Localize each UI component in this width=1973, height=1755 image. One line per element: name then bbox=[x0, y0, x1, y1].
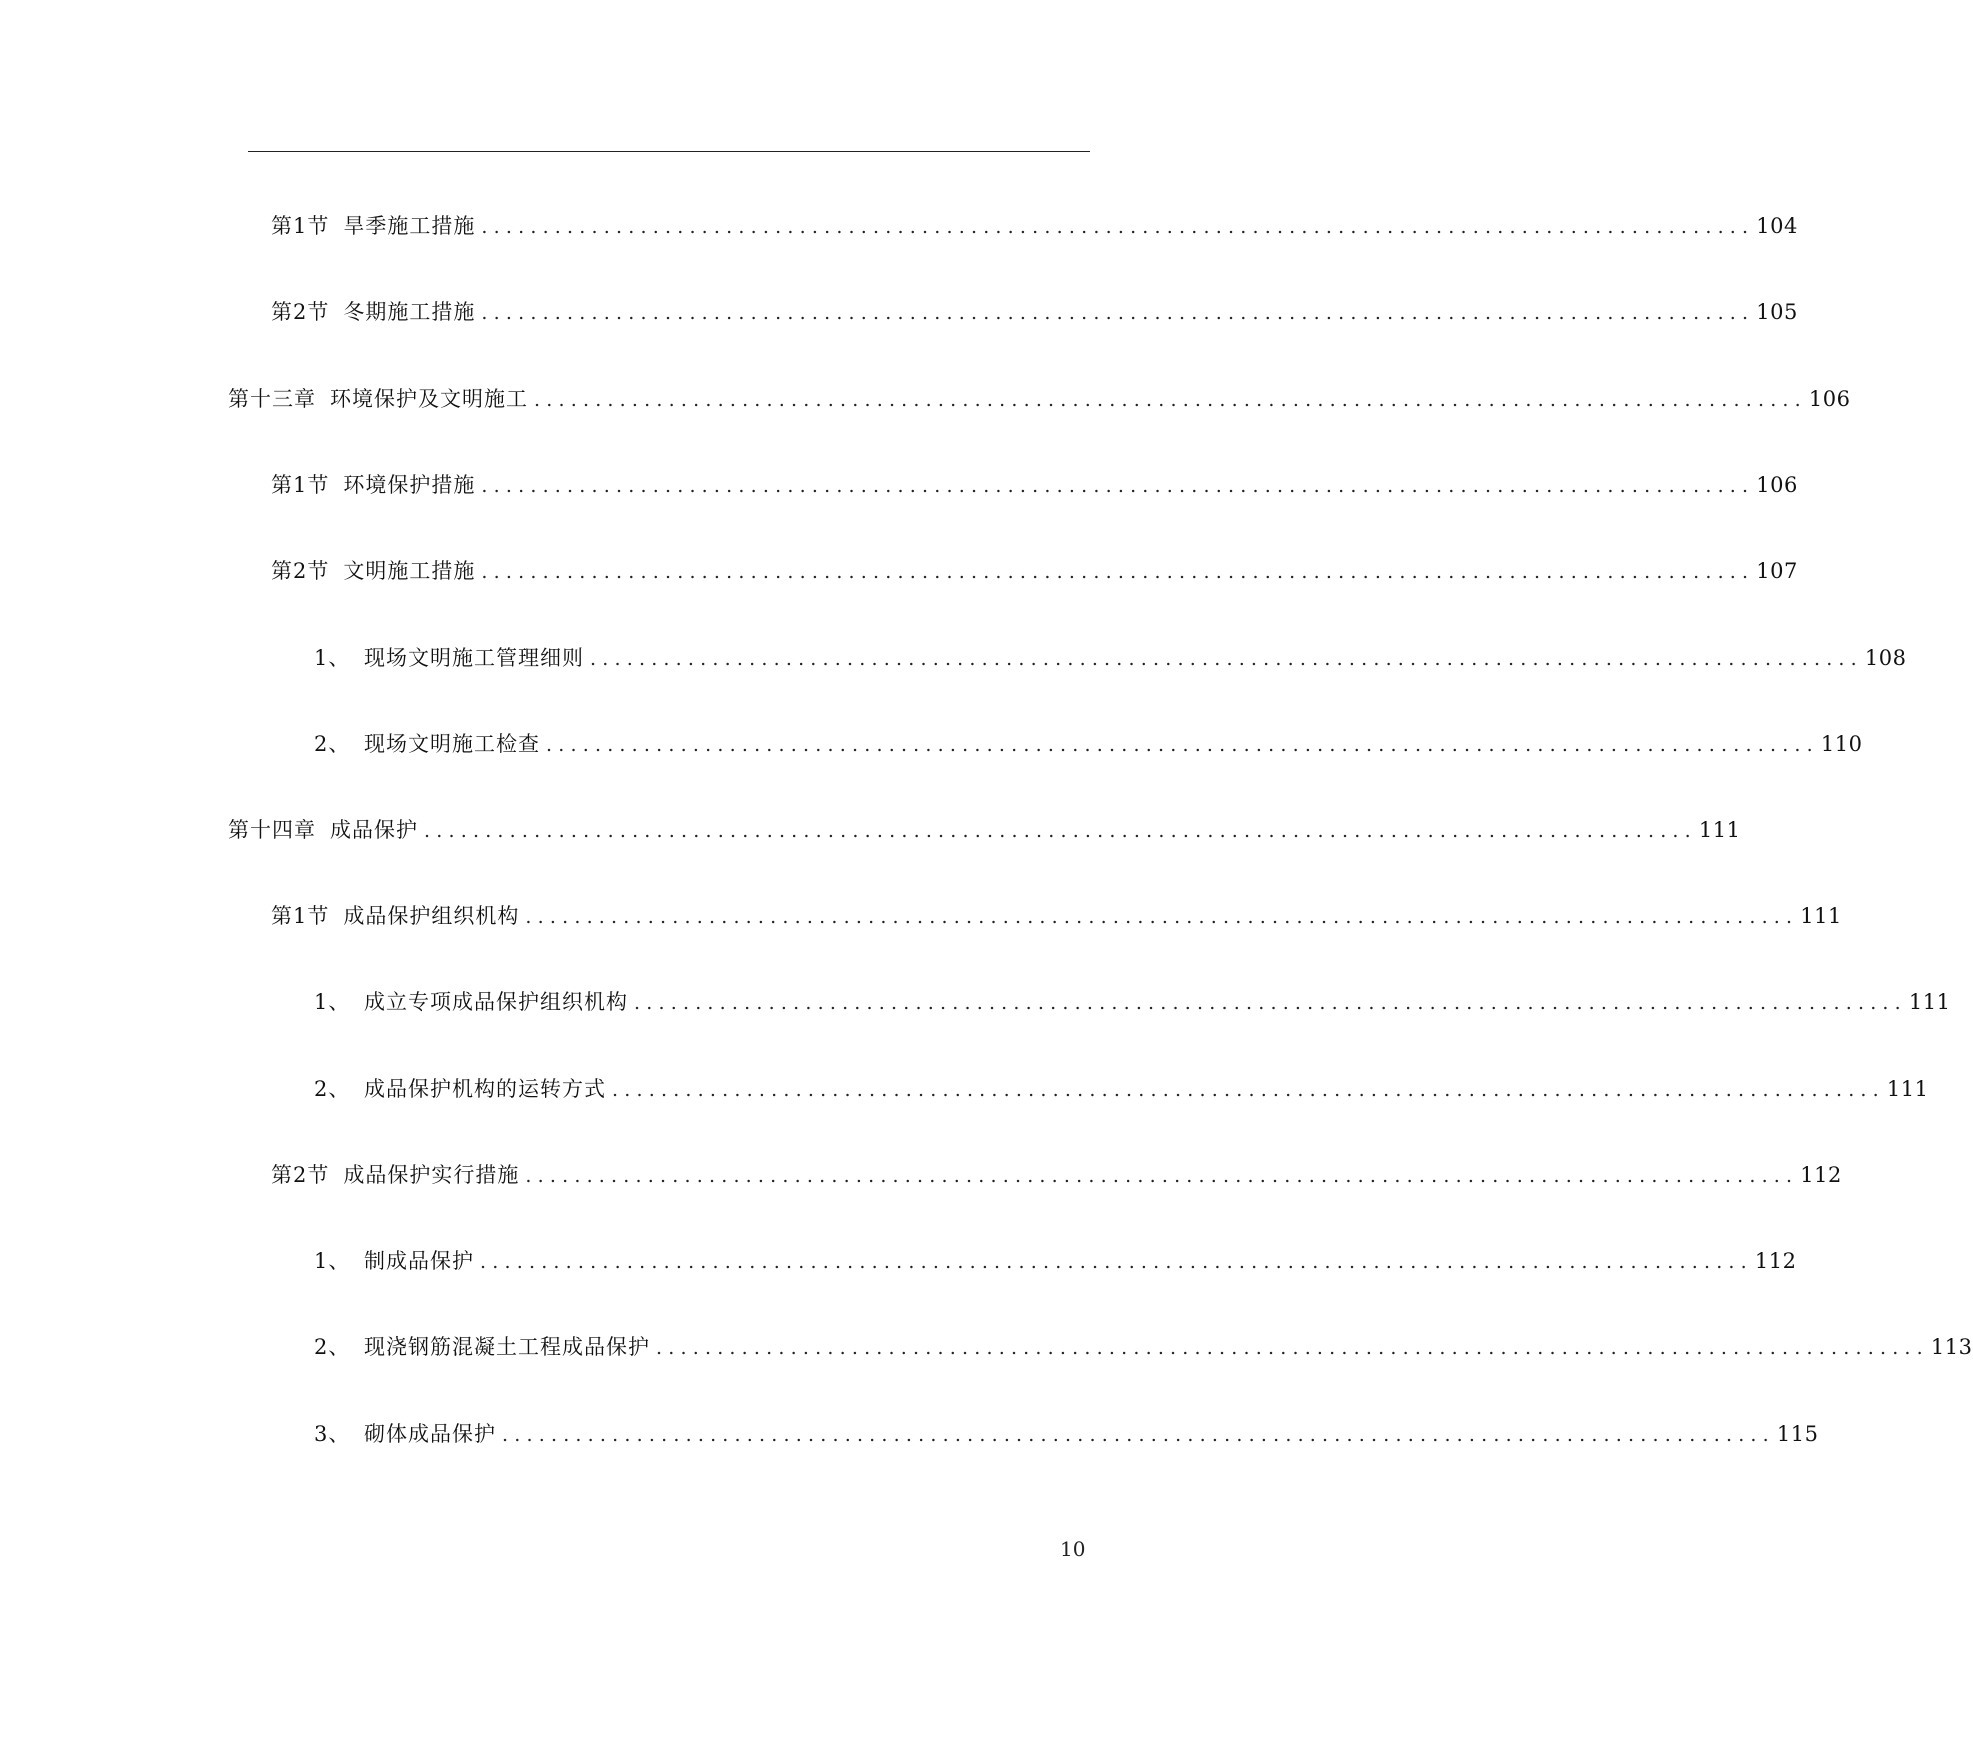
toc-entry-title: 冬期施工措施 bbox=[343, 300, 476, 324]
toc-entry-title: 现场文明施工检查 bbox=[364, 732, 540, 756]
toc-entry-page: 111 bbox=[1698, 818, 1741, 842]
toc-entry-number: 第2节 bbox=[271, 300, 330, 324]
toc-entry-page: 112 bbox=[1754, 1249, 1797, 1273]
toc-entry-page: 110 bbox=[1820, 732, 1863, 756]
toc-entry-number: 1、 bbox=[314, 646, 351, 670]
toc-entry-number: 第1节 bbox=[271, 214, 330, 238]
toc-entry-title: 现场文明施工管理细则 bbox=[364, 646, 584, 670]
toc-entry-number: 3、 bbox=[314, 1422, 351, 1446]
toc-entry-number: 1、 bbox=[314, 1249, 351, 1273]
toc-entry[interactable] bbox=[271, 1160, 1842, 1190]
toc-entry-title: 制成品保护 bbox=[364, 1249, 474, 1273]
toc-entry-number: 2、 bbox=[314, 1335, 351, 1359]
toc-leader-dots: ........................................................................................................ bbox=[424, 820, 1697, 842]
toc-leader-dots: ........................................................................................................ bbox=[481, 475, 1755, 497]
toc-leader-dots: ........................................................................................................ bbox=[481, 302, 1755, 324]
toc-entry-number: 1、 bbox=[314, 990, 351, 1014]
toc-entry-page: 115 bbox=[1776, 1422, 1819, 1446]
toc-leader-dots: ........................................................................................................ bbox=[502, 1424, 1775, 1446]
toc-entry[interactable] bbox=[271, 556, 1798, 586]
toc-entry-page: 105 bbox=[1756, 300, 1798, 324]
toc-entry-number: 第2节 bbox=[271, 1163, 330, 1187]
toc-leader-dots: ........................................................................................................ bbox=[656, 1337, 1929, 1359]
toc-entry-number: 2、 bbox=[314, 732, 351, 756]
toc-entry-page: 104 bbox=[1756, 214, 1798, 238]
toc-entry[interactable] bbox=[228, 815, 1741, 845]
toc-entry[interactable] bbox=[314, 643, 1907, 673]
toc-entry-title: 成品保护机构的运转方式 bbox=[364, 1077, 606, 1101]
toc-entry-title: 文明施工措施 bbox=[343, 559, 476, 583]
toc-entry-page: 111 bbox=[1886, 1077, 1929, 1101]
toc-leader-dots: ........................................................................................................ bbox=[534, 389, 1807, 411]
toc-leader-dots: ........................................................................................................ bbox=[590, 648, 1863, 670]
page-number: 10 bbox=[1060, 1537, 1086, 1561]
toc-entry[interactable] bbox=[271, 901, 1842, 931]
toc-entry[interactable] bbox=[314, 1246, 1797, 1276]
toc-entry-title: 旱季施工措施 bbox=[343, 214, 476, 238]
toc-entry[interactable] bbox=[314, 1074, 1929, 1104]
toc-entry-page: 111 bbox=[1800, 904, 1842, 928]
toc-entry-title: 现浇钢筋混凝土工程成品保护 bbox=[364, 1335, 650, 1359]
toc-leader-dots: ........................................................................................................ bbox=[481, 561, 1755, 583]
toc-entry[interactable] bbox=[314, 1419, 1819, 1449]
toc-entry[interactable] bbox=[271, 211, 1798, 241]
toc-entry[interactable] bbox=[271, 470, 1798, 500]
toc-leader-dots: ........................................................................................................ bbox=[480, 1251, 1753, 1273]
toc-leader-dots: ........................................................................................................ bbox=[525, 906, 1799, 928]
toc-entry-title: 成品保护组织机构 bbox=[343, 904, 520, 928]
toc-entry[interactable] bbox=[271, 297, 1798, 327]
toc-entry[interactable] bbox=[314, 1332, 1973, 1362]
toc-entry-page: 108 bbox=[1864, 646, 1907, 670]
toc-entry-page: 113 bbox=[1930, 1335, 1973, 1359]
toc-entry[interactable] bbox=[314, 987, 1951, 1017]
toc-entry-title: 环境保护措施 bbox=[343, 473, 476, 497]
toc-entry-number: 第1节 bbox=[271, 473, 330, 497]
toc-entry-number: 第2节 bbox=[271, 559, 330, 583]
toc-entry-title: 环境保护及文明施工 bbox=[330, 387, 528, 411]
toc-entry-title: 成品保护实行措施 bbox=[343, 1163, 520, 1187]
toc-leader-dots: ........................................................................................................ bbox=[546, 734, 1819, 756]
toc-leader-dots: ........................................................................................................ bbox=[525, 1165, 1799, 1187]
toc-entry[interactable] bbox=[228, 384, 1851, 414]
toc-entry-page: 111 bbox=[1908, 990, 1951, 1014]
toc-entry-number: 2、 bbox=[314, 1077, 351, 1101]
toc-entry-page: 107 bbox=[1756, 559, 1798, 583]
toc-entry-page: 106 bbox=[1756, 473, 1798, 497]
toc-entry-title: 砌体成品保护 bbox=[364, 1422, 496, 1446]
toc-leader-dots: ........................................................................................................ bbox=[612, 1079, 1885, 1101]
toc-entry-number: 第1节 bbox=[271, 904, 330, 928]
toc-entry-title: 成品保护 bbox=[330, 818, 418, 842]
toc-entry-title: 成立专项成品保护组织机构 bbox=[364, 990, 628, 1014]
toc-entry-number: 第十四章 bbox=[228, 818, 316, 842]
toc-entry-number: 第十三章 bbox=[228, 387, 316, 411]
toc-entry-page: 112 bbox=[1800, 1163, 1842, 1187]
toc-entry[interactable] bbox=[314, 729, 1863, 759]
toc-entry-page: 106 bbox=[1808, 387, 1851, 411]
toc-leader-dots: ........................................................................................................ bbox=[481, 216, 1755, 238]
toc-leader-dots: ........................................................................................................ bbox=[634, 992, 1907, 1014]
